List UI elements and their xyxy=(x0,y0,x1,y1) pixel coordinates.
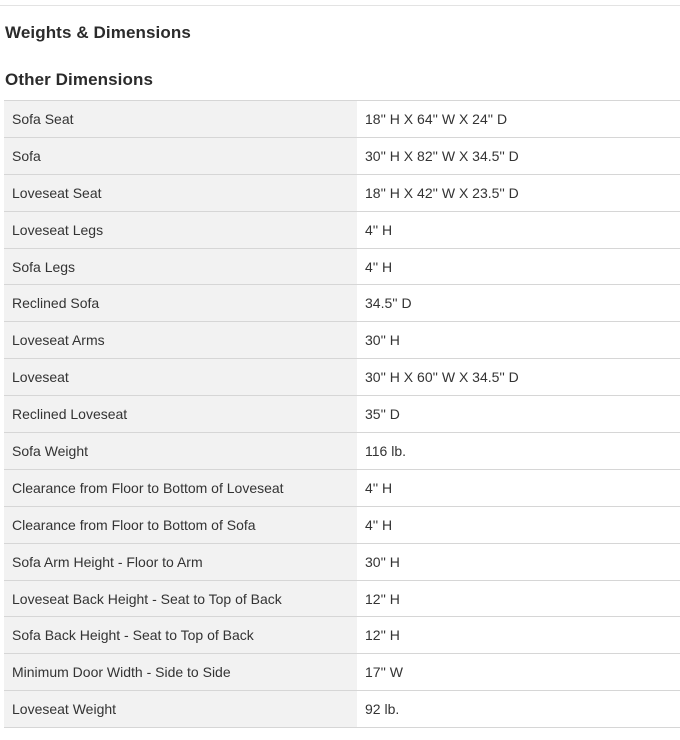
dimension-value: 30'' H xyxy=(357,322,680,359)
table-row xyxy=(4,396,680,433)
dimension-value: 17'' W xyxy=(357,654,680,691)
table-row xyxy=(4,285,680,322)
dimension-value: 30'' H X 60'' W X 34.5'' D xyxy=(357,359,680,396)
dimension-label: Clearance from Floor to Bottom of Loveseat xyxy=(4,469,357,506)
dimension-label: Minimum Door Width - Side to Side xyxy=(4,654,357,691)
dimension-label: Reclined Loveseat xyxy=(4,396,357,433)
dimension-label: Sofa Weight xyxy=(4,433,357,470)
table-row xyxy=(4,174,680,211)
table-row xyxy=(4,580,680,617)
top-divider xyxy=(0,5,680,6)
dimension-value: 18'' H X 64'' W X 24'' D xyxy=(357,101,680,138)
dimension-value: 4'' H xyxy=(357,248,680,285)
dimension-label: Sofa Legs xyxy=(4,248,357,285)
dimension-label: Clearance from Floor to Bottom of Sofa xyxy=(4,506,357,543)
dimension-value: 92 lb. xyxy=(357,691,680,728)
dimension-value: 18'' H X 42'' W X 23.5'' D xyxy=(357,174,680,211)
section-heading: Weights & Dimensions xyxy=(5,23,191,42)
dimension-label: Loveseat Legs xyxy=(4,211,357,248)
dimension-value: 35'' D xyxy=(357,396,680,433)
table-row xyxy=(4,433,680,470)
dimension-label: Sofa Arm Height - Floor to Arm xyxy=(4,543,357,580)
table-row xyxy=(4,691,680,728)
subsection-heading: Other Dimensions xyxy=(5,70,154,89)
dimension-value: 4'' H xyxy=(357,469,680,506)
table-row xyxy=(4,211,680,248)
table-row xyxy=(4,101,680,138)
dimension-value: 4'' H xyxy=(357,211,680,248)
dimension-label: Loveseat Back Height - Seat to Top of Back xyxy=(4,580,357,617)
dimension-label: Sofa xyxy=(4,137,357,174)
dimension-label: Loveseat Arms xyxy=(4,322,357,359)
table-row xyxy=(4,359,680,396)
dimension-label: Loveseat Seat xyxy=(4,174,357,211)
dimensions-table xyxy=(4,100,680,728)
dimension-label: Loveseat Weight xyxy=(4,691,357,728)
dimension-label: Sofa Back Height - Seat to Top of Back xyxy=(4,617,357,654)
table-row xyxy=(4,543,680,580)
table-row xyxy=(4,506,680,543)
dimension-label: Loveseat xyxy=(4,359,357,396)
table-row xyxy=(4,322,680,359)
dimension-value: 34.5'' D xyxy=(357,285,680,322)
dimension-value: 4'' H xyxy=(357,506,680,543)
dimension-value: 12'' H xyxy=(357,580,680,617)
dimension-value: 116 lb. xyxy=(357,433,680,470)
table-row xyxy=(4,137,680,174)
dimension-label: Reclined Sofa xyxy=(4,285,357,322)
table-row xyxy=(4,248,680,285)
dimension-value: 30'' H xyxy=(357,543,680,580)
dimension-value: 12'' H xyxy=(357,617,680,654)
dimension-value: 30'' H X 82'' W X 34.5'' D xyxy=(357,137,680,174)
dimension-label: Sofa Seat xyxy=(4,101,357,138)
dimensions-table-body xyxy=(4,101,680,728)
table-row xyxy=(4,654,680,691)
table-row xyxy=(4,617,680,654)
table-row xyxy=(4,469,680,506)
